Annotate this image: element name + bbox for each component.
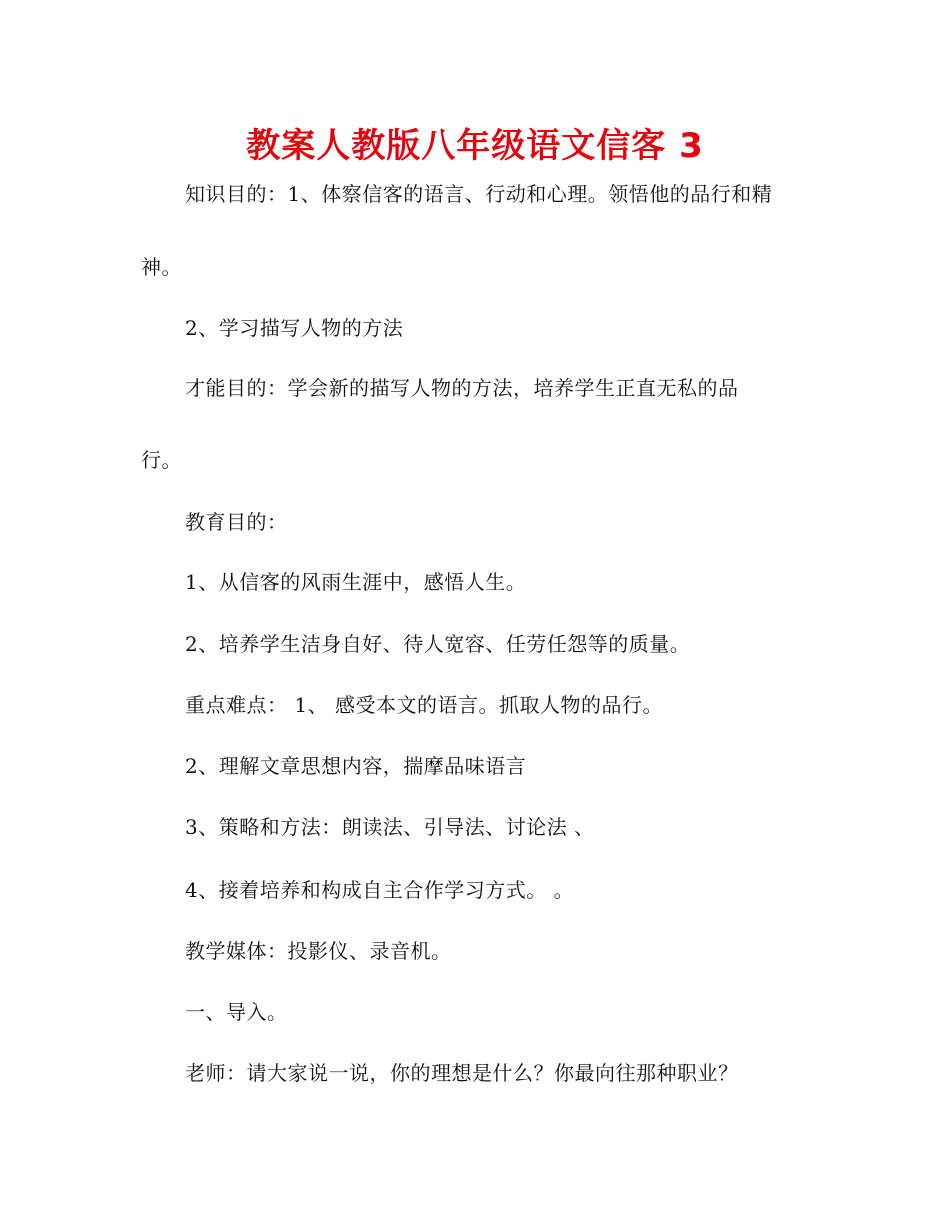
paragraph-line: 3、策略和方法：朗读法、引导法、讨论法 、	[185, 815, 595, 839]
paragraph-line: 教育目的：	[185, 510, 288, 534]
paragraph-line: 老师：请大家说一说，你的理想是什么？你最向往那种职业？	[185, 1061, 739, 1085]
paragraph-line: 4、接着培养和构成自主合作学习方式。 。	[185, 878, 575, 902]
paragraph-line: 2、理解文章思想内容，揣摩品味语言	[185, 754, 527, 778]
paragraph-line: 行。	[141, 448, 182, 472]
paragraph-line: 知识目的：1、体察信客的语言、行动和心理。领悟他的品行和精	[185, 182, 773, 206]
paragraph-line: 重点难点： 1、 感受本文的语言。抓取人物的品行。	[185, 693, 663, 717]
paragraph-line: 神。	[141, 255, 182, 279]
paragraph-line: 教学媒体：投影仪、录音机。	[185, 939, 452, 963]
document-title: 教案人教版八年级语文信客 3	[246, 126, 704, 166]
paragraph-line: 2、培养学生洁身自好、待人宽容、任劳任怨等的质量。	[185, 632, 691, 656]
paragraph-line: 2、学习描写人物的方法	[185, 316, 404, 340]
paragraph-line: 才能目的：学会新的描写人物的方法，培养学生正直无私的品	[185, 376, 739, 400]
paragraph-line: 1、从信客的风雨生涯中，感悟人生。	[185, 570, 527, 594]
paragraph-line: 一、导入。	[185, 1000, 288, 1024]
